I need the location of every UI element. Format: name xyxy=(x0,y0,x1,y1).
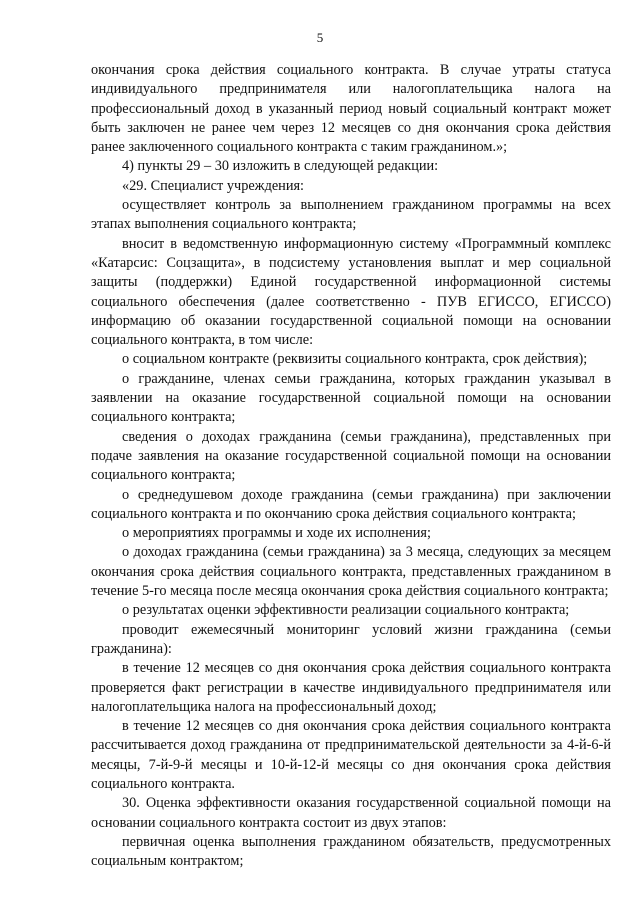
paragraph: сведения о доходах гражданина (семьи гражданина), представленных при подаче заявления на оказание государственной социальной помощи на основании социального контракта; xyxy=(91,428,611,484)
paragraph: о мероприятиях программы и ходе их исполнения; xyxy=(122,525,431,542)
paragraph: о социальном контракте (реквизиты социального контракта, срок действия); xyxy=(122,351,588,368)
document-body xyxy=(91,61,611,871)
paragraph: проводит ежемесячный мониторинг условий жизни гражданина (семьи гражданина): xyxy=(91,621,611,657)
paragraph: 4) пункты 29 – 30 изложить в следующей редакции: xyxy=(122,158,439,175)
paragraph: «29. Специалист учреждения: xyxy=(122,177,305,194)
paragraph: вносит в ведомственную информационную систему «Программный комплекс «Катарсис: Соцзащита», в подсистему установления выплат и мер социальной защиты (поддержки) Единой государственной информационной системы социального обеспечения (далее соответственно - ПУВ ЕГИССО, ЕГИССО) информацию об оказании государственной социальной помощи на основании социального контракта, в том числе: xyxy=(91,235,611,349)
paragraph: о результатах оценки эффективности реализации социального контракта; xyxy=(122,602,570,619)
paragraph: о гражданине, членах семьи гражданина, которых гражданин указывал в заявлении на оказание государственной социальной помощи на основании социального контракта; xyxy=(91,370,611,426)
paragraph: окончания срока действия социального контракта. В случае утраты статуса индивидуального предпринимателя или налогоплательщика налога на профессиональный доход в указанный период новый социальный контракт может быть заключен не ранее чем через 12 месяцев со дня окончания срока действия ранее заключенного социального контракта с таким гражданином.»; xyxy=(91,62,611,156)
paragraph: о среднедушевом доходе гражданина (семьи гражданина) при заключении социального контракта и по окончанию срока действия социального контракта; xyxy=(91,486,611,522)
paragraph: 30. Оценка эффективности оказания государственной социальной помощи на основании социального контракта состоит из двух этапов: xyxy=(91,795,611,831)
paragraph: о доходах гражданина (семьи гражданина) за 3 месяца, следующих за месяцем окончания срока действия социального контракта, представленных гражданином в течение 5-го месяца после месяца окончания срока действия социального контракта; xyxy=(91,544,611,600)
paragraph: осуществляет контроль за выполнением гражданином программы на всех этапах выполнения социального контракта; xyxy=(91,197,611,233)
paragraph: в течение 12 месяцев со дня окончания срока действия социального контракта рассчитывается доход гражданина от предпринимательской деятельности за 4-й-6-й месяцы, 7-й-9-й месяцы и 10-й-12-й месяцы со дня окончания срока действия социального контракта. xyxy=(91,718,611,792)
paragraph: в течение 12 месяцев со дня окончания срока действия социального контракта проверяется факт регистрации в качестве индивидуального предпринимателя или налогоплательщика налога на профессиональный доход; xyxy=(91,660,611,715)
page-number: 5 xyxy=(316,30,324,45)
paragraph: первичная оценка выполнения гражданином обязательств, предусмотренных социальным контрактом; xyxy=(91,833,611,870)
